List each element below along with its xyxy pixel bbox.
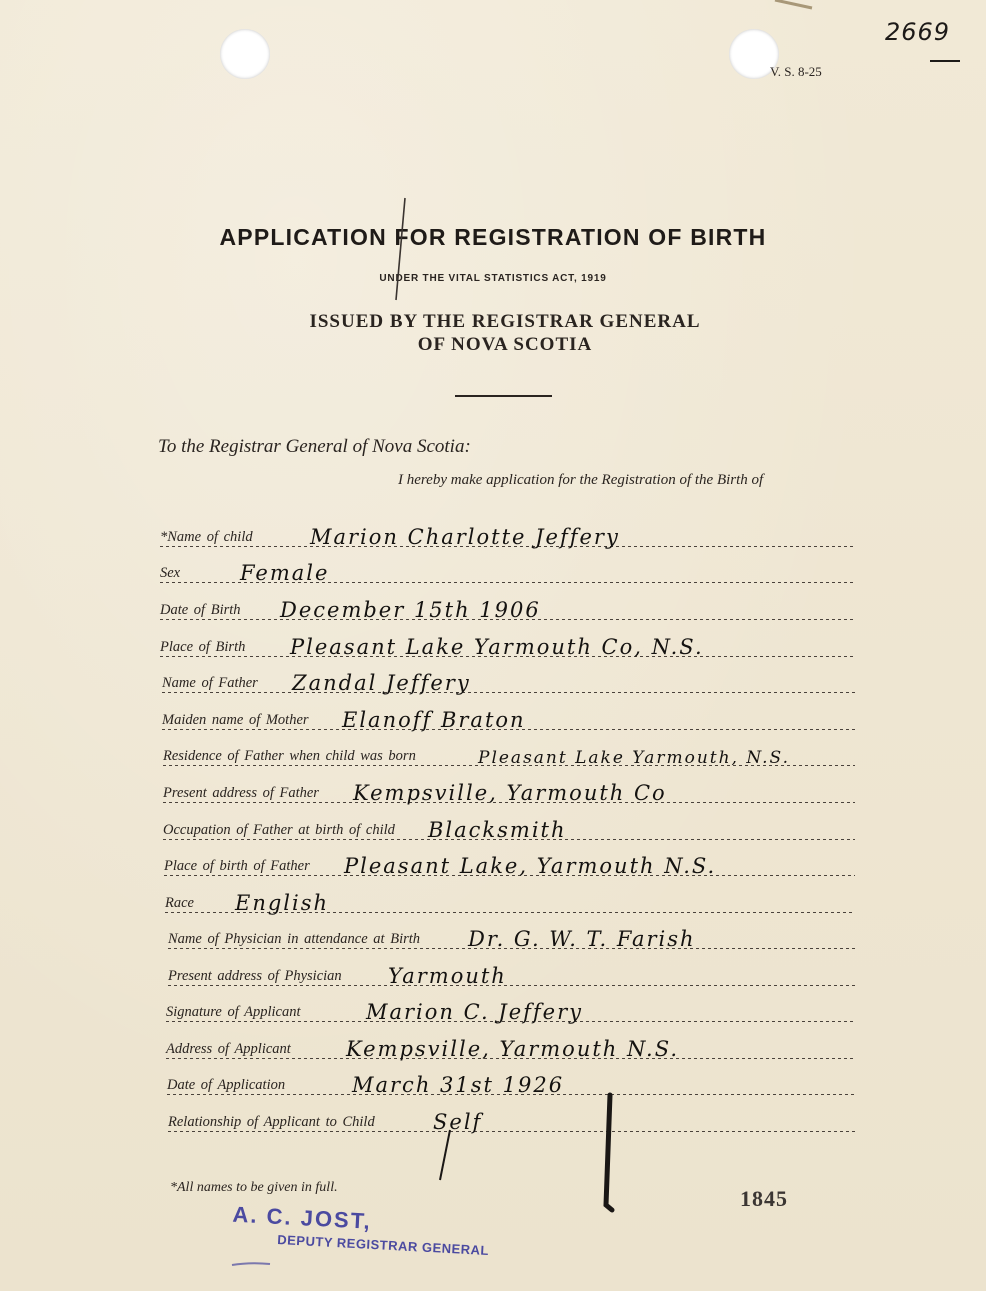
field-label: Present address of Father [163,785,319,801]
file-number: 2669 [885,18,951,46]
ink-tick-mark [440,1130,450,1180]
stamp-name: A. C. JOST, [231,1201,373,1234]
field-value: Pleasant Lake, Yarmouth N.S. [344,854,717,878]
field-value: Kempsville, Yarmouth Co [353,781,667,805]
field-value: Kempsville, Yarmouth N.S. [346,1037,680,1061]
field-value: Blacksmith [428,818,567,842]
field-value: Pleasant Lake Yarmouth, N.S. [478,748,790,768]
field-label: Sex [160,565,181,581]
field-value: Yarmouth [388,964,507,988]
field-value: English [235,891,330,915]
field-label: Occupation of Father at birth of child [163,822,395,838]
field-label: Signature of Applicant [166,1004,301,1020]
field-label: Present address of Physician [168,968,342,984]
field-value: Self [433,1110,483,1134]
stamp-role: DEPUTY REGISTRAR GENERAL [276,1232,490,1259]
pencil-stroke-mark [396,198,405,300]
stamp-number: 1845 [740,1186,788,1211]
field-value: Elanoff Braton [342,708,526,732]
intro-line: I hereby make application for the Registration of the Birth of [398,472,764,488]
document-subtitle: UNDER THE VITAL STATISTICS ACT, 1919 [379,273,607,284]
field-label: Name of Father [162,675,258,691]
field-value: Marion C. Jeffery [366,1000,584,1024]
field-value: Zandal Jeffery [292,671,471,695]
field-label: Race [165,895,194,911]
form-code: V. S. 8-25 [770,64,822,79]
salutation: To the Registrar General of Nova Scotia: [158,436,471,457]
field-label: Maiden name of Mother [162,712,309,728]
footnote: *All names to be given in full. [170,1180,338,1195]
field-value: Pleasant Lake Yarmouth Co, N.S. [290,635,704,659]
issued-line-2: OF NOVA SCOTIA [417,334,593,355]
field-label: Date of Application [167,1077,286,1093]
field-label: Place of birth of Father [164,858,310,874]
field-value: Marion Charlotte Jeffery [310,525,620,549]
ink-check-mark [606,1095,612,1210]
field-label: Relationship of Applicant to Child [168,1114,375,1130]
field-label: Address of Applicant [166,1041,291,1057]
field-label: Residence of Father when child was born [163,748,416,764]
field-label: *Name of child [160,529,253,545]
field-value: Dr. G. W. T. Farish [468,927,696,951]
field-label: Name of Physician in attendance at Birth [168,931,421,947]
document-title: APPLICATION FOR REGISTRATION OF BIRTH [219,224,767,250]
field-label: Date of Birth [160,602,241,618]
field-value: March 31st 1926 [352,1073,565,1097]
stamp-signature-mark [232,1263,270,1265]
corner-tear-mark [775,0,812,8]
issued-line-1: ISSUED BY THE REGISTRAR GENERAL [309,311,701,332]
field-label: Place of Birth [160,639,246,655]
field-value: December 15th 1906 [280,598,541,622]
field-value: Female [240,561,330,585]
